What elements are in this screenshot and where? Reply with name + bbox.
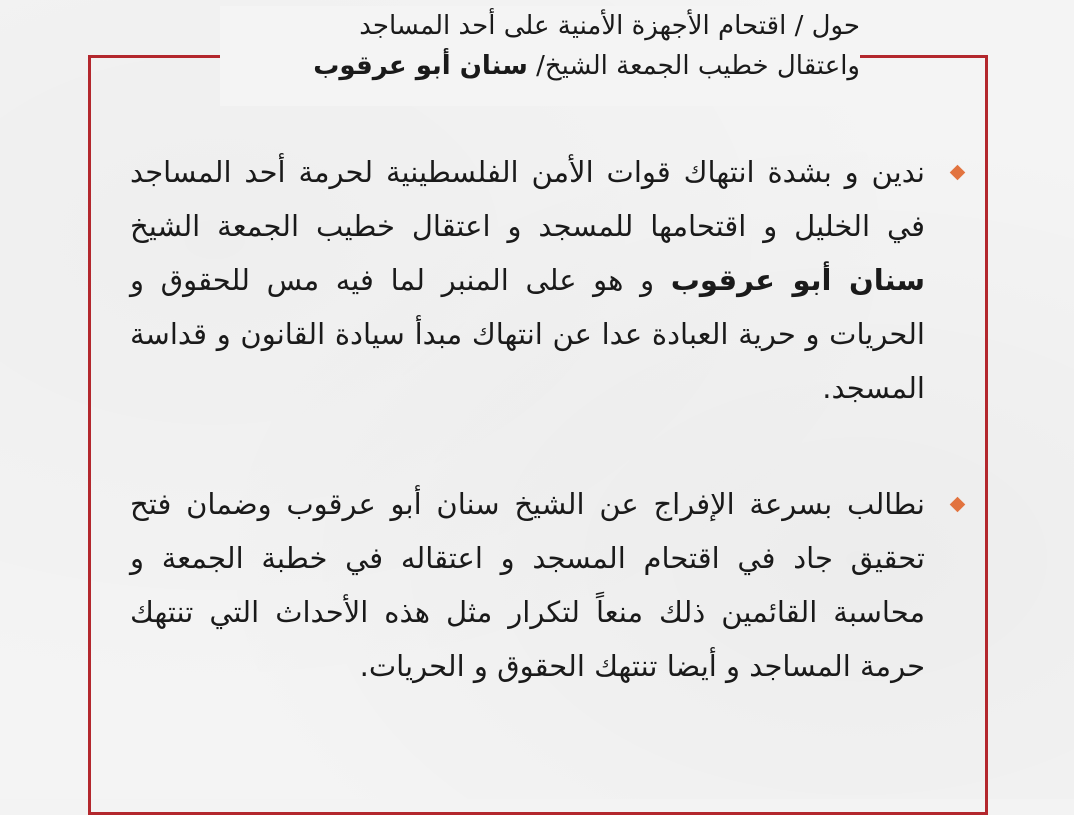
paragraph-1-text-start: ندين و بشدة انتهاك قوات الأمن الفلسطينية لحرمة أحد المساجد في الخليل و اقتحامها للمسجد و اعتقال خطيب الجمعة الشيخ (130, 155, 925, 243)
header-line-2 (220, 46, 860, 86)
paragraph-1-text-end: و هو على المنبر لما فيه مس للحقوق و الحريات و حرية العبادة عدا عن انتهاك مبدأ سيادة القانون و قداسة المسجد. (130, 263, 925, 405)
header-line-1: حول / اقتحام الأجهزة الأمنية على أحد المساجد (359, 11, 860, 41)
paragraph-1-sheikh-name: سنان أبو عرقوب (670, 263, 925, 297)
header-line-2-prefix: واعتقال خطيب الجمعة الشيخ/ (536, 51, 860, 81)
header-title (220, 6, 860, 106)
paragraph-2-text: نطالب بسرعة الإفراج عن الشيخ سنان أبو عرقوب وضمان فتح تحقيق جاد في اقتحام المسجد و اعتقاله في خطبة الجمعة و محاسبة القائمين ذلك منعاً لتكرار مثل هذه الأحداث التي تنتهك حرمة المساجد و أيضا تنتهك الحقوق و الحريات. (130, 487, 925, 683)
header-sheikh-name: سنان أبو عرقوب (313, 51, 528, 81)
statement-body (130, 145, 945, 755)
paragraph-demand (130, 477, 945, 693)
paragraph-condemnation (130, 145, 945, 415)
